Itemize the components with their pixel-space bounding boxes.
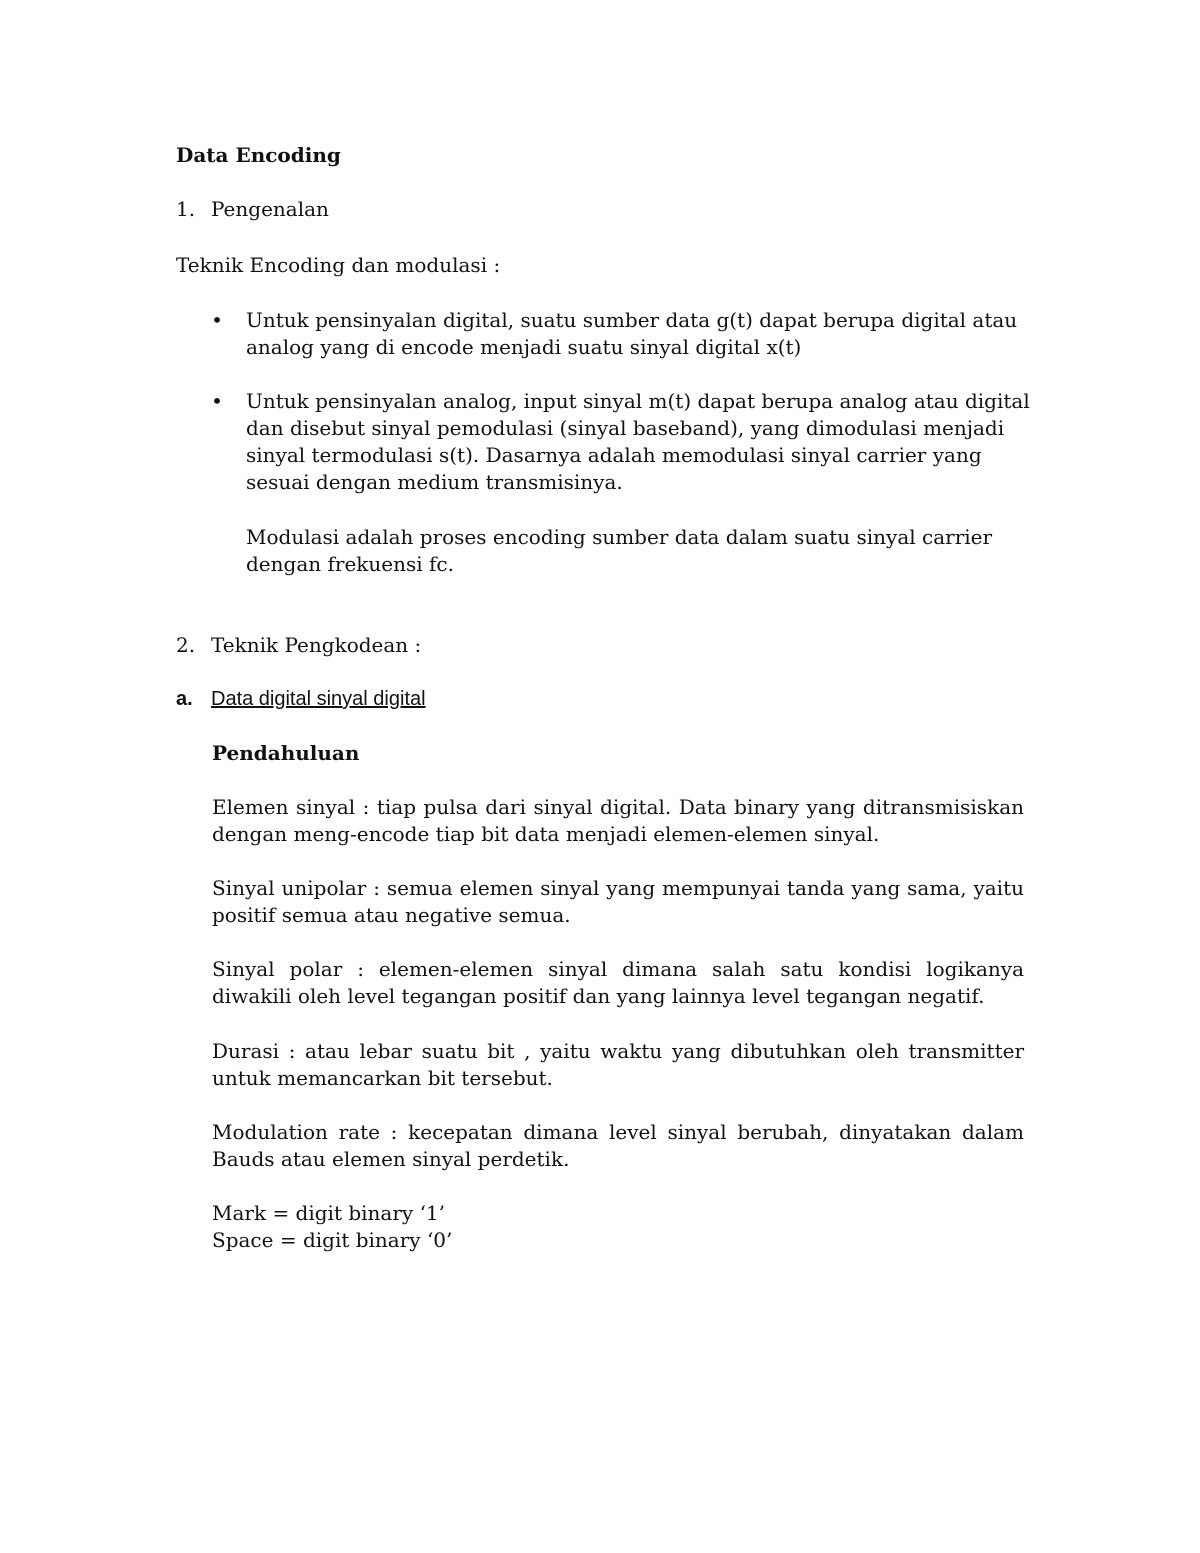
paragraph: Modulation rate : kecepatan dimana level sinyal berubah, dinyatakan dalam Bauds atau elemen sinyal perdetik. (212, 1120, 1024, 1171)
section-a-heading (176, 686, 676, 713)
section-1-label: Pengenalan (211, 197, 329, 221)
bullet-icon: • (211, 308, 223, 332)
section-2-heading (176, 632, 576, 659)
section-a-letter: a. (176, 688, 193, 710)
intro-label: Teknik Encoding dan modulasi : (176, 253, 501, 277)
section-a-title: Data digital sinyal digital (211, 688, 426, 710)
definition-space: Space = digit binary ‘0’ (212, 1228, 453, 1252)
subheading-pendahuluan: Pendahuluan (212, 741, 360, 765)
paragraph: Sinyal polar : elemen-elemen sinyal dimana salah satu kondisi logikanya diwakili oleh level tegangan positif dan yang lainnya level tegangan negatif. (212, 957, 1024, 1008)
bullet-item (206, 307, 1036, 367)
paragraph: Elemen sinyal : tiap pulsa dari sinyal digital. Data binary yang ditransmisiskan dengan meng-encode tiap bit data menjadi elemen-elemen sinyal. (212, 795, 1024, 846)
section-2-number: 2. (176, 633, 196, 657)
bullet-icon: • (211, 389, 223, 413)
definition-mark: Mark = digit binary ‘1’ (212, 1201, 446, 1225)
paragraph: Durasi : atau lebar suatu bit , yaitu waktu yang dibutuhkan oleh transmitter untuk memancarkan bit tersebut. (212, 1039, 1024, 1090)
section-1-heading (176, 196, 576, 223)
bullet-text: Untuk pensinyalan analog, input sinyal m(t) dapat berupa analog atau digital dan disebut sinyal pemodulasi (sinyal baseband), yang dimodulasi menjadi sinyal termodulasi s(t). Dasarnya adalah memodulasi sinyal carrier yang sesuai dengan medium transmisinya. (246, 389, 1030, 494)
paragraph: Sinyal unipolar : semua elemen sinyal yang mempunyai tanda yang sama, yaitu positif semua atau negative semua. (212, 876, 1024, 927)
document-title: Data Encoding (176, 143, 341, 167)
bullet-item (206, 388, 1036, 588)
section-1-number: 1. (176, 197, 196, 221)
bullet-text: Untuk pensinyalan digital, suatu sumber data g(t) dapat berupa digital atau analog yang di encode menjadi suatu sinyal digital x(t) (246, 308, 1018, 359)
section-2-label: Teknik Pengkodean : (211, 633, 422, 657)
bullet-extra-text: Modulasi adalah proses encoding sumber data dalam suatu sinyal carrier dengan frekuensi fc. (246, 525, 993, 576)
